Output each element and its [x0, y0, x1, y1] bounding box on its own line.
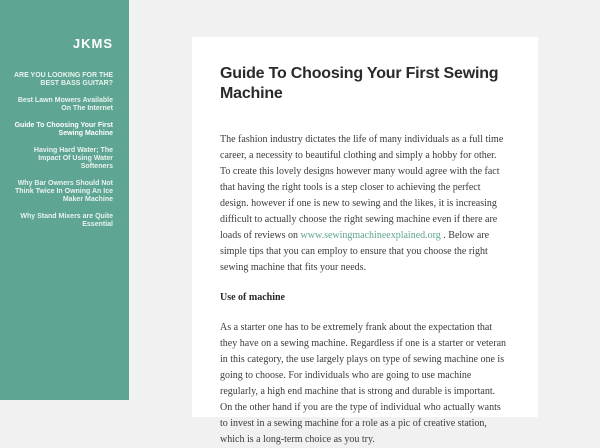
sidebar-nav [12, 72, 113, 229]
article-card [192, 37, 538, 445]
sidebar-item-ice-maker[interactable]: Why Bar Owners Should Not Think Twice In Owning An Ice Maker Machine [14, 180, 113, 203]
sidebar-item-lawn-mowers[interactable]: Best Lawn Mowers Available On The Internet [17, 97, 113, 112]
article-content [220, 132, 508, 448]
paragraph-intro-text-before: The fashion industry dictates the life of many individuals as a full time career, a necessity to beautiful clothing and simply a hobby for other. To create this lovely designs however many would agree with the fact that having the right tools is a step closer to achieving the perfect design. however if one is new to sewing and the likes, it is increasing difficult to actually choose the right sewing machine even if there are loads of reviews on [220, 134, 504, 241]
sidebar [0, 0, 129, 400]
section-heading-use-of-machine: Use of machine [220, 292, 285, 303]
sidebar-item-hard-water[interactable]: Having Hard Water; The Impact Of Using Water Softeners [33, 147, 113, 170]
page-title: Guide To Choosing Your First Sewing Machine [220, 65, 499, 102]
sidebar-item-stand-mixers[interactable]: Why Stand Mixers are Quite Essential [20, 213, 113, 228]
paragraph-intro [220, 132, 508, 276]
site-title-link[interactable]: JKMS [72, 36, 113, 51]
sidebar-item-bass-guitar[interactable]: ARE YOU LOOKING FOR THE BEST BASS GUITAR? [13, 72, 113, 87]
sewing-machine-link[interactable]: www.sewingmachineexplained.org [300, 230, 441, 241]
sidebar-item-sewing-machine[interactable]: Guide To Choosing Your First Sewing Machine [14, 122, 113, 137]
paragraph-use-of-machine: As a starter one has to be extremely frank about the expectation that they have on a sewing machine. Regardless if one is a starter or veteran in this category, the use largely plays on type of sewing machine one is going to choose. For individuals who are going to use machine regularly, a high end machine that is strong and durable is important. On the other hand if you are the type of individual who actually wants to invest in a sewing machine for a role as a pic of creative station, which is a long-term choice as you try. [220, 322, 507, 445]
paragraph-intro-text-after: . Below are simple tips that you can employ to ensure that you choose the right sewing machine that fits your needs. [220, 230, 490, 273]
